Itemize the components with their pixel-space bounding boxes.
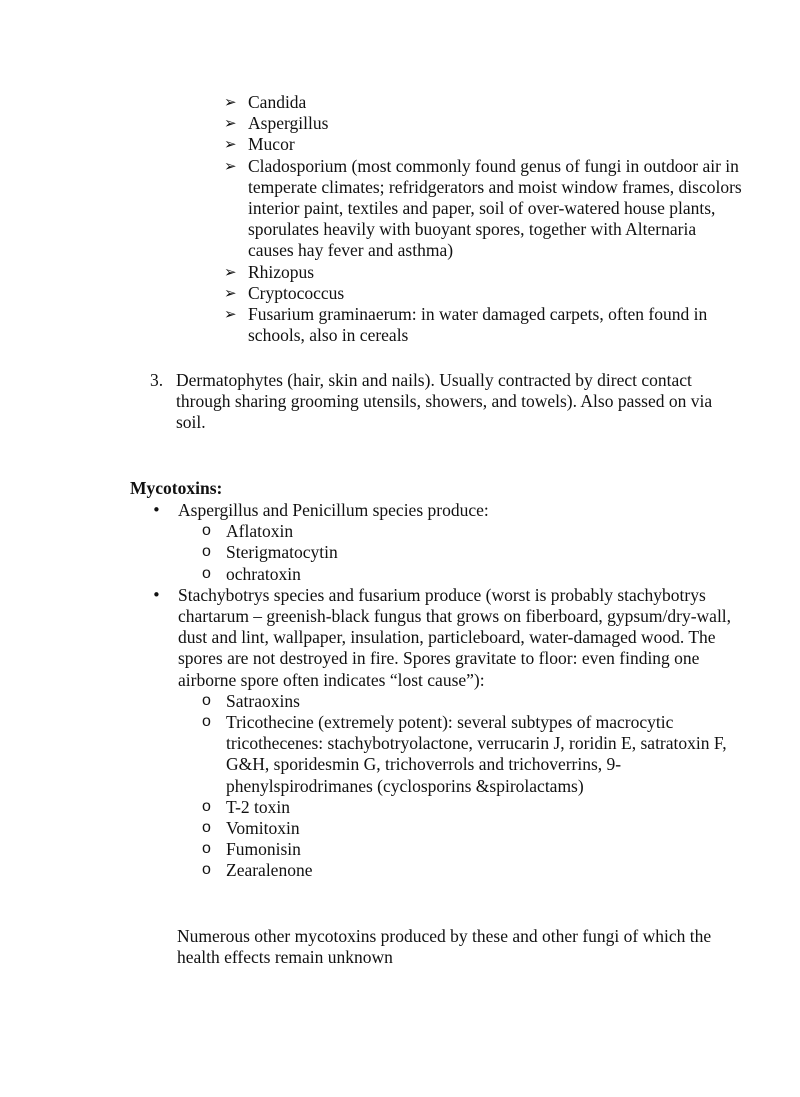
circle-bullet-icon: o — [202, 543, 211, 561]
sub-list-item — [202, 691, 742, 712]
list-item-text: Mucor — [248, 134, 295, 155]
list-item — [152, 585, 742, 882]
sub-list-item-text: Vomitoxin — [226, 818, 300, 839]
circle-bullet-icon: o — [202, 819, 211, 837]
sub-list-item — [202, 839, 742, 860]
sub-list-item-text: Satraoxins — [226, 690, 300, 711]
arrow-bullet-icon: ➢ — [224, 262, 237, 281]
list-item-text: Aspergillus — [248, 113, 329, 134]
disc-bullet-icon: • — [152, 501, 161, 519]
arrow-bullet-icon: ➢ — [224, 283, 237, 302]
sub-list-item — [202, 564, 742, 585]
arrow-bullet-icon: ➢ — [224, 93, 237, 111]
circle-bullet-icon: o — [202, 713, 211, 731]
arrow-bullet-icon: ➢ — [224, 135, 237, 154]
sub-list-item — [202, 818, 742, 839]
closing-paragraph: Numerous other mycotoxins produced by these and other fungi of which the health effects remain unknown — [177, 926, 712, 968]
arrow-bullet-icon: ➢ — [224, 114, 237, 133]
list-item — [224, 113, 744, 134]
circle-bullet-icon: o — [202, 797, 211, 815]
sub-list-item-text: ochratoxin — [226, 563, 301, 584]
circle-bullet-icon: o — [202, 861, 211, 879]
circle-bullet-icon: o — [202, 840, 211, 858]
fungi-list — [224, 92, 744, 346]
list-item — [224, 262, 744, 283]
disc-bullet-icon: • — [152, 585, 161, 604]
sub-list-item-text: T-2 toxin — [226, 796, 291, 817]
list-item-text: Aspergillus and Penicillum species produce: — [178, 500, 489, 520]
sub-list-item — [202, 542, 742, 563]
list-item-text: Cryptococcus — [248, 282, 345, 303]
list-item-text: Stachybotrys species and fusarium produce (worst is probably stachybotrys chartarum – greenish-black fungus that grows on fiberboard, gypsum/dry-wall, dust and lint, wallpaper, insulation, particleboard, water-damaged wood. The spores are not destroyed in fire. Spores gravitate to floor: even finding one airborne spore often indicates “lost cause”): — [178, 584, 732, 690]
list-item — [224, 304, 744, 346]
sub-list-item — [202, 521, 742, 542]
list-item-text: Candida — [248, 92, 307, 112]
numbered-item-text: Dermatophytes (hair, skin and nails). Usually contracted by direct contact through sharing grooming utensils, showers, and towels). Also passed on via soil. — [176, 370, 713, 433]
list-item-text: Rhizopus — [248, 261, 315, 282]
list-item — [224, 156, 744, 262]
list-item — [224, 283, 744, 304]
sub-list-item-text: Zearalenone — [226, 860, 313, 881]
mycotoxins-list — [152, 500, 742, 882]
list-item — [224, 92, 744, 113]
sub-list — [178, 521, 742, 585]
sub-list-item-text: Tricothecine (extremely potent): several subtypes of macrocytic tricothecenes: stachybotryolactone, verrucarin J, roridin E, satratoxin F, G&H, sporidesmin G, trichoverrols and trichoverrins, 9-phenylspirodrimanes (cyclosporins &spirolactams) — [226, 712, 727, 796]
section-heading: Mycotoxins: — [130, 478, 223, 498]
sub-list — [178, 691, 742, 882]
arrow-bullet-icon: ➢ — [224, 156, 237, 175]
numbered-list — [150, 370, 730, 434]
circle-bullet-icon: o — [202, 522, 211, 540]
arrow-bullet-icon: ➢ — [224, 305, 237, 324]
sub-list-item-text: Fumonisin — [226, 839, 301, 860]
list-item-text: Cladosporium (most commonly found genus of fungi in outdoor air in temperate climates; refridgerators and moist window frames, discolors interior paint, textiles and paper, soil of over-watered house plants, sporulates heavily with buoyant spores, together with Alternaria causes hay fever and asthma) — [248, 155, 742, 261]
sub-list-item — [202, 797, 742, 818]
circle-bullet-icon: o — [202, 691, 211, 709]
sub-list-item-text: Aflatoxin — [226, 521, 294, 542]
list-item-text: Fusarium graminaerum: in water damaged carpets, often found in schools, also in cereals — [248, 304, 708, 346]
circle-bullet-icon: o — [202, 564, 211, 582]
list-number: 3. — [150, 370, 164, 390]
sub-list-item — [202, 860, 742, 881]
list-item — [152, 500, 742, 585]
list-item — [224, 134, 744, 155]
sub-list-item-text: Sterigmatocytin — [226, 542, 338, 563]
numbered-list-item — [150, 370, 730, 434]
sub-list-item — [202, 712, 742, 797]
